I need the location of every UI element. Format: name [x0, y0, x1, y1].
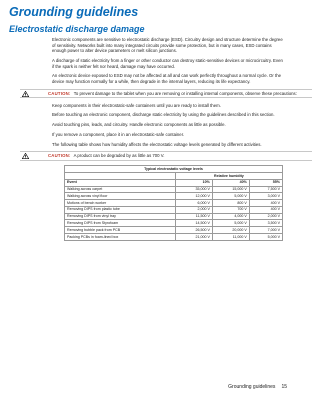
esd-voltage-table: [64, 165, 283, 241]
table-cell: Walking across vinyl floor: [65, 193, 176, 200]
table-cell: 800 V: [212, 200, 249, 207]
table-cell: 21,000 V: [175, 234, 212, 241]
table-cell: 2,000 V: [249, 213, 282, 220]
table-col-header: 10%: [175, 179, 212, 186]
caution-callout: [20, 89, 312, 99]
caution-label: CAUTION:: [48, 90, 71, 96]
table-cell: 5,000 V: [249, 234, 282, 241]
table-header-empty: [65, 172, 176, 179]
table-cell: Removing DIPS from plastic tube: [65, 206, 176, 213]
table-cell: 2,000 V: [175, 206, 212, 213]
precaution-item: Avoid touching pins, leads, and circuitry. Handle electronic components as little as possible.: [52, 122, 226, 128]
table-cell: Motions of bench worker: [65, 200, 176, 207]
table-cell: Removing DIPS from Styrofoam: [65, 220, 176, 227]
table-row: [65, 186, 283, 193]
table-row: [65, 220, 283, 227]
table-cell: Removing DIPS from vinyl tray: [65, 213, 176, 220]
table-cell: 12,000 V: [175, 193, 212, 200]
table-row: [65, 234, 283, 241]
table-cell: 7,000 V: [249, 227, 282, 234]
table-cell: 6,000 V: [175, 200, 212, 207]
table-cell: 4,000 V: [212, 213, 249, 220]
table-cell: 700 V: [212, 206, 249, 213]
table-cell: 26,500 V: [175, 227, 212, 234]
table-row: [65, 206, 283, 213]
table-cell: Walking across carpet: [65, 186, 176, 193]
caution-text: To prevent damage to the tablet when you are removing or installing internal components, observe these precautions:: [73, 90, 297, 96]
precaution-item: Keep components in their electrostatic-safe containers until you are ready to install them.: [52, 102, 221, 108]
table-cell: Packing PCBs in foam-lined box: [65, 234, 176, 241]
page-title: Grounding guidelines: [9, 5, 139, 19]
table-cell: 3,000 V: [249, 193, 282, 200]
table-col-header: 40%: [212, 179, 249, 186]
table-cell: 5,000 V: [212, 220, 249, 227]
table-cell: 400 V: [249, 206, 282, 213]
page-number: 15: [281, 384, 287, 390]
footer-section-title: Grounding guidelines: [228, 384, 276, 390]
table-cell: 7,500 V: [249, 186, 282, 193]
warning-triangle-icon: [22, 91, 29, 97]
table-cell: 20,000 V: [212, 227, 249, 234]
main-content: [48, 37, 297, 241]
paragraph: Electronic components are sensitive to electrostatic discharge (ESD). Circuitry design and structure determine the degree of sensitivity. Networks built into many integrated circuits provide some protection, but in many cases, ESD contains enough power to alter device parameters or melt silicon junctions.: [52, 37, 283, 54]
table-cell: 11,000 V: [212, 234, 249, 241]
table-row: [65, 200, 283, 207]
table-cell: 5,000 V: [212, 193, 249, 200]
table-intro: The following table shows how humidity affects the electrostatic voltage levels generated by different activities.: [52, 141, 262, 147]
table-col-header: Event: [65, 179, 176, 186]
paragraph: A discharge of static electricity from a finger or other conductor can destroy static-sensitive devices or microcircuitry. Even if the spark is neither felt nor heard, damage may have occurred.: [52, 57, 283, 69]
table-caption: Typical electrostatic voltage levels: [65, 166, 283, 173]
table-cell: 3,500 V: [249, 220, 282, 227]
page-footer: [228, 384, 287, 390]
table-row: [65, 227, 283, 234]
caution-text: A product can be degraded by as little as 700 V.: [73, 153, 165, 159]
caution-callout-2: [20, 151, 312, 161]
table-row: [65, 193, 283, 200]
paragraph: An electronic device exposed to ESD may not be affected at all and can work perfectly throughout a normal cycle. Or the device may function normally for a while, then degrade in the internal layers, reducing its life expectancy.: [52, 73, 281, 84]
table-cell: Removing bubble pack from PCB: [65, 227, 176, 234]
table-row: [65, 213, 283, 220]
table-cell: 35,000 V: [175, 186, 212, 193]
table-cell: 15,000 V: [212, 186, 249, 193]
table-col-header: 55%: [249, 179, 282, 186]
section-title: Electrostatic discharge damage: [9, 24, 145, 34]
precaution-item: Before touching an electronic component, discharge static electricity by using the guidelines described in this section.: [52, 112, 275, 118]
precaution-item: If you remove a component, place it in an electrostatic-safe container.: [52, 131, 185, 137]
caution-label: CAUTION:: [48, 153, 71, 159]
table-cell: 400 V: [249, 200, 282, 207]
table-cell: 11,500 V: [175, 213, 212, 220]
table-cell: 14,500 V: [175, 220, 212, 227]
warning-triangle-icon: [22, 153, 29, 159]
table-group-header: Relative humidity: [175, 172, 282, 179]
